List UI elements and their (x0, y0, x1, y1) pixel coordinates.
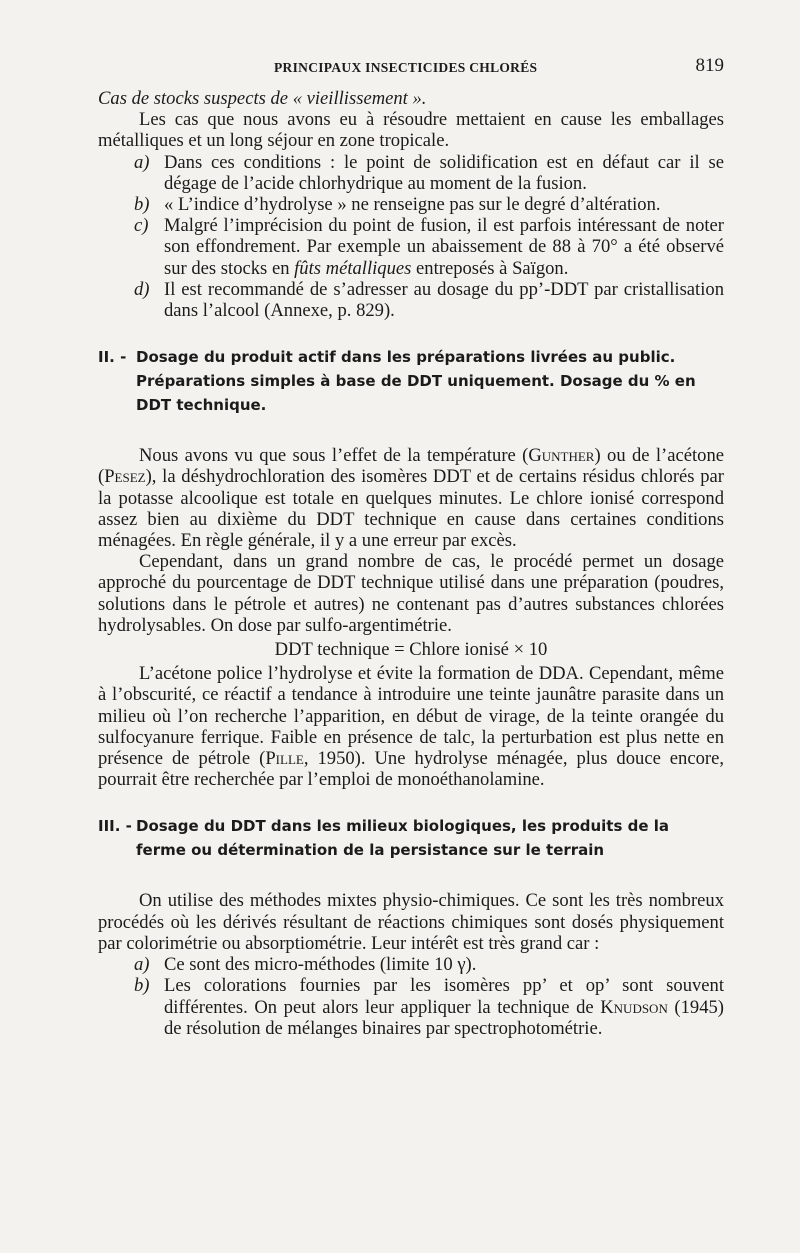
author-name: Gunther (528, 445, 595, 467)
running-header (98, 52, 724, 82)
section-number: II. - (98, 348, 127, 367)
item-text: (1945) de résolution de mélanges binaires par spectrophotométrie. (164, 996, 724, 1039)
page (98, 52, 724, 1039)
item-text: entreposés à Saïgon. (411, 257, 569, 279)
item-marker: a) (134, 151, 150, 173)
section-2-paragraph-1 (98, 445, 724, 551)
section-3-heading (98, 814, 724, 862)
author-name: Pesez (104, 466, 146, 488)
section-3-item-a (98, 954, 724, 975)
stocks-item-a (98, 152, 724, 194)
section-2-paragraph-3 (98, 663, 724, 790)
item-marker: d) (134, 278, 150, 300)
section-3-paragraph-1: On utilise des méthodes mixtes physio-chimiques. Ce sont les très nombreux procédés où les dérivés résultant de réactions chimiques sont dosés physiquement par colorimétrie ou absorptiométrie. Leur intérêt est très grand car : (98, 890, 724, 954)
section-number: III. - (98, 817, 132, 836)
stocks-item-b (98, 194, 724, 215)
author-name: Pille (265, 748, 304, 770)
stocks-item-d (98, 279, 724, 321)
author-name: Knudson (600, 996, 668, 1018)
text-run: Nous avons vu que sous l’effet de la température ( (139, 445, 529, 467)
item-text: Ce sont des micro-méthodes (limite 10 γ). (164, 954, 477, 976)
item-text: Les colorations fournies par les isomères pp’ et op’ sont souvent différentes. On peut alors leur appliquer la technique de (164, 975, 724, 1018)
text-run: L’acétone police l’hydrolyse et évite la formation de DDA. Cependant, même à l’obscurité, ce réactif a tendance à introduire une teinte jaunâtre parasite dans un milieu où l’on recherche l’apparition, en début de virage, de la teinte orangée du sulfocyanure ferrique. Faible en présence de talc, la perturbation est plus nette en présence de pétrole ( (98, 663, 724, 770)
text-run: ) ou de l’acétone ( (98, 445, 724, 488)
text-run: , 1950). Une hydrolyse ménagée, plus douce encore, pourrait être recherchée par l’emploi de monoéthanolamine. (98, 748, 724, 791)
item-text: Malgré l’imprécision du point de fusion, il est parfois intéressant de noter son effondrement. Par exemple un abaissement de 88 à 70° a été observé sur des stocks en (164, 215, 724, 279)
item-text-italic: fûts métalliques (294, 257, 412, 279)
item-marker: b) (134, 194, 150, 216)
item-marker: b) (134, 975, 150, 997)
section-2-heading (98, 345, 724, 417)
item-marker: a) (134, 954, 150, 976)
item-text: Il est recommandé de s’adresser au dosage du pp’-DDT par cristallisation dans l’alcool (Annexe, p. 829). (164, 278, 724, 322)
section-title: Dosage du produit actif dans les préparations livrées au public. Préparations simples à base de DDT uniquement. Dosage du % en DDT technique. (136, 348, 696, 415)
section-3-item-b (98, 975, 724, 1039)
text-run: ), la déshydrochloration des isomères DDT et de certains résidus chlorés par la potasse alcoolique est totale en quelques minutes. Le chlore ionisé correspond assez bien au dixième du DDT technique en cause dans certaines conditions ménagées. En règle générale, il y a une erreur par excès. (98, 466, 724, 552)
page-number: 819 (695, 55, 724, 76)
stocks-intro: Les cas que nous avons eu à résoudre mettaient en cause les emballages métalliques et un long séjour en zone tropicale. (98, 109, 724, 152)
stocks-item-c (98, 215, 724, 279)
item-text: « L’indice d’hydrolyse » ne renseigne pas sur le degré d’altération. (164, 194, 661, 216)
section-2-paragraph-2: Cependant, dans un grand nombre de cas, le procédé permet un dosage approché du pourcentage de DDT technique utilisé dans une préparation (poudres, solutions dans le pétrole et autres) ne contenant pas d’autres substances chlorées hydrolysables. On dose par sulfo-argentimétrie. (98, 551, 724, 636)
running-title: PRINCIPAUX INSECTICIDES CHLORÉS (274, 60, 538, 75)
section-title: Dosage du DDT dans les milieux biologiques, les produits de la ferme ou détermination de la persistance sur le terrain (136, 817, 670, 860)
stocks-subtitle: Cas de stocks suspects de « vieillissement ». (98, 88, 427, 109)
formula: DDT technique = Chlore ionisé × 10 (274, 639, 548, 661)
item-text: Dans ces conditions : le point de solidification est en défaut car il se dégage de l’acide chlorhydrique au moment de la fusion. (164, 151, 724, 194)
item-marker: c) (134, 215, 149, 237)
